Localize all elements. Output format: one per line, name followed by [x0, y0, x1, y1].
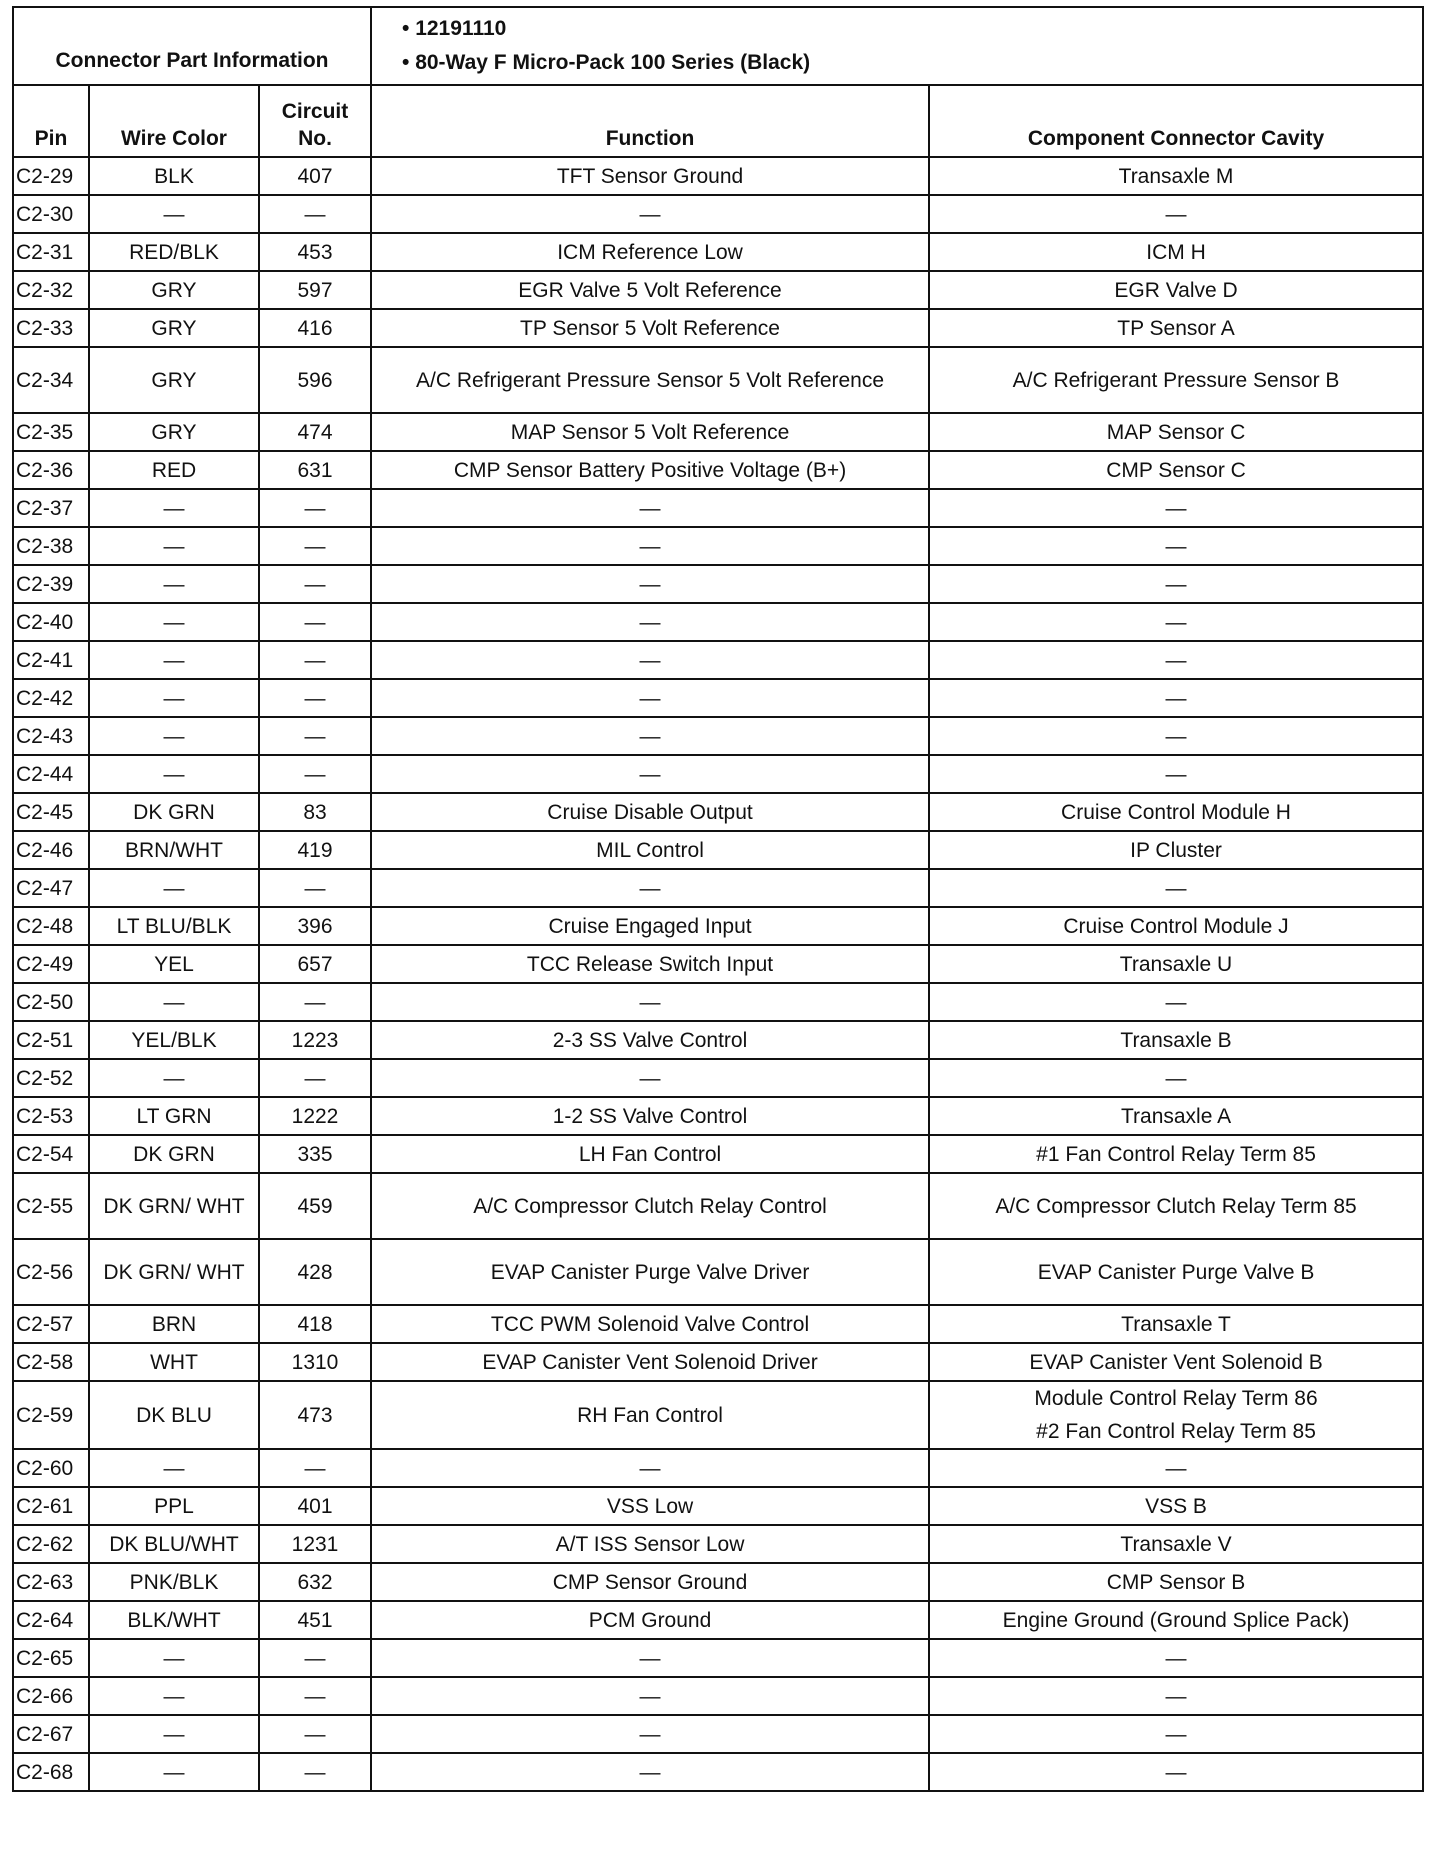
connector-description: • 80-Way F Micro-Pack 100 Series (Black) — [402, 51, 811, 74]
table-row — [13, 1059, 1423, 1097]
table-row — [13, 717, 1423, 755]
cavity-cell: EVAP Canister Vent Solenoid B — [929, 1343, 1423, 1381]
function-cell: TP Sensor 5 Volt Reference — [371, 309, 929, 347]
cavity-cell: TP Sensor A — [929, 309, 1423, 347]
pin-cell: C2-30 — [13, 195, 89, 233]
cavity-cell: — — [929, 717, 1423, 755]
circuit-no-cell: 335 — [259, 1135, 371, 1173]
table-row — [13, 1173, 1423, 1239]
wire-color-cell: YEL — [89, 945, 259, 983]
wire-color-cell: BLK/WHT — [89, 1601, 259, 1639]
pin-cell: C2-68 — [13, 1753, 89, 1791]
circuit-no-cell: — — [259, 1059, 371, 1097]
circuit-no-cell: 597 — [259, 271, 371, 309]
function-cell: MAP Sensor 5 Volt Reference — [371, 413, 929, 451]
wire-color-cell: — — [89, 1059, 259, 1097]
connector-pinout-table — [12, 6, 1424, 1792]
pin-cell: C2-56 — [13, 1239, 89, 1305]
pin-cell: C2-35 — [13, 413, 89, 451]
pin-cell: C2-39 — [13, 565, 89, 603]
wire-color-cell: BRN — [89, 1305, 259, 1343]
connector-info-label: Connector Part Information — [13, 7, 371, 85]
table-row — [13, 755, 1423, 793]
circuit-no-cell: 407 — [259, 157, 371, 195]
circuit-no-cell: 453 — [259, 233, 371, 271]
wire-color-cell: GRY — [89, 347, 259, 413]
cavity-cell: MAP Sensor C — [929, 413, 1423, 451]
table-row — [13, 1753, 1423, 1791]
function-cell: — — [371, 195, 929, 233]
pin-cell: C2-67 — [13, 1715, 89, 1753]
cavity-cell: Transaxle T — [929, 1305, 1423, 1343]
function-cell: — — [371, 641, 929, 679]
cavity-cell: — — [929, 1639, 1423, 1677]
circuit-no-cell: — — [259, 1753, 371, 1791]
circuit-no-cell: 419 — [259, 831, 371, 869]
function-cell: — — [371, 565, 929, 603]
cavity-cell: — — [929, 983, 1423, 1021]
pin-cell: C2-66 — [13, 1677, 89, 1715]
wire-color-cell: — — [89, 603, 259, 641]
function-cell: CMP Sensor Battery Positive Voltage (B+) — [371, 451, 929, 489]
wire-color-cell: DK GRN — [89, 1135, 259, 1173]
pin-cell: C2-46 — [13, 831, 89, 869]
cavity-cell: — — [929, 603, 1423, 641]
cavity-cell: CMP Sensor C — [929, 451, 1423, 489]
table-row — [13, 157, 1423, 195]
function-column-header: Function — [371, 85, 929, 157]
wire-color-cell: BRN/WHT — [89, 831, 259, 869]
cavity-cell: — — [929, 1715, 1423, 1753]
function-cell: Cruise Disable Output — [371, 793, 929, 831]
function-cell: — — [371, 527, 929, 565]
wire-color-cell: — — [89, 755, 259, 793]
cavity-cell: ICM H — [929, 233, 1423, 271]
pin-cell: C2-51 — [13, 1021, 89, 1059]
table-row — [13, 641, 1423, 679]
circuit-no-cell: — — [259, 489, 371, 527]
cavity-cell — [929, 1381, 1423, 1449]
circuit-no-cell: 1223 — [259, 1021, 371, 1059]
pin-cell: C2-40 — [13, 603, 89, 641]
table-row — [13, 679, 1423, 717]
function-cell: — — [371, 983, 929, 1021]
circuit-no-cell: — — [259, 1715, 371, 1753]
wire-color-cell: — — [89, 1677, 259, 1715]
circuit-no-cell: 631 — [259, 451, 371, 489]
wire-color-cell: DK GRN/ WHT — [89, 1173, 259, 1239]
table-row — [13, 309, 1423, 347]
table-row — [13, 1305, 1423, 1343]
wire-color-cell: WHT — [89, 1343, 259, 1381]
pin-cell: C2-55 — [13, 1173, 89, 1239]
circuit-no-cell: — — [259, 641, 371, 679]
function-cell: MIL Control — [371, 831, 929, 869]
wire-color-cell: GRY — [89, 309, 259, 347]
cavity-cell: Engine Ground (Ground Splice Pack) — [929, 1601, 1423, 1639]
pin-cell: C2-64 — [13, 1601, 89, 1639]
pin-cell: C2-36 — [13, 451, 89, 489]
table-row — [13, 565, 1423, 603]
table-row — [13, 1097, 1423, 1135]
connector-info-row — [13, 7, 1423, 85]
pin-cell: C2-43 — [13, 717, 89, 755]
pin-cell: C2-54 — [13, 1135, 89, 1173]
wire-color-cell: GRY — [89, 271, 259, 309]
function-cell: EVAP Canister Vent Solenoid Driver — [371, 1343, 929, 1381]
table-row — [13, 831, 1423, 869]
table-row — [13, 527, 1423, 565]
circuit-no-cell: 396 — [259, 907, 371, 945]
cavity-cell: — — [929, 641, 1423, 679]
pin-cell: C2-58 — [13, 1343, 89, 1381]
pin-cell: C2-38 — [13, 527, 89, 565]
function-cell: EGR Valve 5 Volt Reference — [371, 271, 929, 309]
circuit-no-cell: 459 — [259, 1173, 371, 1239]
circuit-no-cell: — — [259, 1449, 371, 1487]
wire-color-cell: — — [89, 195, 259, 233]
wire-color-cell: — — [89, 1639, 259, 1677]
function-cell: CMP Sensor Ground — [371, 1563, 929, 1601]
table-row — [13, 347, 1423, 413]
table-row — [13, 1563, 1423, 1601]
table-row — [13, 1343, 1423, 1381]
table-row — [13, 603, 1423, 641]
circuit-no-cell: 1310 — [259, 1343, 371, 1381]
cavity-cell: Transaxle V — [929, 1525, 1423, 1563]
wire-color-cell: — — [89, 489, 259, 527]
circuit-no-cell: 473 — [259, 1381, 371, 1449]
wire-color-cell: RED — [89, 451, 259, 489]
circuit-no-cell: — — [259, 1677, 371, 1715]
circuit-no-cell: 657 — [259, 945, 371, 983]
circuit-no-cell: 451 — [259, 1601, 371, 1639]
pin-cell: C2-60 — [13, 1449, 89, 1487]
cavity-cell: — — [929, 869, 1423, 907]
circuit-no-cell: — — [259, 983, 371, 1021]
wire-color-cell: — — [89, 527, 259, 565]
table-row — [13, 907, 1423, 945]
wire-color-cell: GRY — [89, 413, 259, 451]
function-cell: VSS Low — [371, 1487, 929, 1525]
pin-cell: C2-29 — [13, 157, 89, 195]
wire-color-cell: LT BLU/BLK — [89, 907, 259, 945]
wire-color-cell: DK BLU/WHT — [89, 1525, 259, 1563]
pin-cell: C2-49 — [13, 945, 89, 983]
pin-cell: C2-37 — [13, 489, 89, 527]
table-row — [13, 1239, 1423, 1305]
circuit-no-cell: 1222 — [259, 1097, 371, 1135]
cavity-cell: VSS B — [929, 1487, 1423, 1525]
table-row — [13, 451, 1423, 489]
cavity-cell: Transaxle U — [929, 945, 1423, 983]
cavity-cell: IP Cluster — [929, 831, 1423, 869]
pin-cell: C2-44 — [13, 755, 89, 793]
wire-color-cell: DK GRN — [89, 793, 259, 831]
function-cell: 2-3 SS Valve Control — [371, 1021, 929, 1059]
cavity-cell: A/C Refrigerant Pressure Sensor B — [929, 347, 1423, 413]
table-row — [13, 195, 1423, 233]
function-cell: — — [371, 603, 929, 641]
cavity-cell: Transaxle M — [929, 157, 1423, 195]
wire-color-cell: — — [89, 983, 259, 1021]
pin-cell: C2-41 — [13, 641, 89, 679]
function-cell: — — [371, 1449, 929, 1487]
table-row — [13, 1677, 1423, 1715]
circuit-no-cell: — — [259, 195, 371, 233]
pin-cell: C2-31 — [13, 233, 89, 271]
cavity-cell: Transaxle A — [929, 1097, 1423, 1135]
wire-color-cell: — — [89, 641, 259, 679]
circuit-no-cell: — — [259, 717, 371, 755]
cavity-line: Module Control Relay Term 86 — [1034, 1387, 1318, 1410]
wire-color-column-header: Wire Color — [89, 85, 259, 157]
cavity-line: #2 Fan Control Relay Term 85 — [1036, 1420, 1316, 1443]
function-cell: RH Fan Control — [371, 1381, 929, 1449]
function-cell: — — [371, 869, 929, 907]
cavity-cell: #1 Fan Control Relay Term 85 — [929, 1135, 1423, 1173]
wire-color-cell: PNK/BLK — [89, 1563, 259, 1601]
table-row — [13, 793, 1423, 831]
wire-color-cell: PPL — [89, 1487, 259, 1525]
table-row — [13, 413, 1423, 451]
cavity-cell: Transaxle B — [929, 1021, 1423, 1059]
wire-color-cell: — — [89, 565, 259, 603]
cavity-cell: CMP Sensor B — [929, 1563, 1423, 1601]
function-cell: TCC PWM Solenoid Valve Control — [371, 1305, 929, 1343]
function-cell: — — [371, 1059, 929, 1097]
wire-color-cell: YEL/BLK — [89, 1021, 259, 1059]
circuit-no-cell: 474 — [259, 413, 371, 451]
cavity-cell: — — [929, 195, 1423, 233]
table-row — [13, 869, 1423, 907]
function-cell: — — [371, 489, 929, 527]
pin-cell: C2-50 — [13, 983, 89, 1021]
cavity-cell: EGR Valve D — [929, 271, 1423, 309]
cavity-cell: — — [929, 1449, 1423, 1487]
function-cell: — — [371, 1677, 929, 1715]
cavity-cell: — — [929, 755, 1423, 793]
pin-cell: C2-48 — [13, 907, 89, 945]
cavity-cell: — — [929, 565, 1423, 603]
wire-color-cell: DK GRN/ WHT — [89, 1239, 259, 1305]
table-row — [13, 233, 1423, 271]
circuit-no-cell: 418 — [259, 1305, 371, 1343]
cavity-cell: — — [929, 527, 1423, 565]
cavity-cell: A/C Compressor Clutch Relay Term 85 — [929, 1173, 1423, 1239]
connector-part-number: • 12191110 — [402, 17, 507, 40]
wire-color-cell: — — [89, 717, 259, 755]
table-row — [13, 1021, 1423, 1059]
wire-color-cell: DK BLU — [89, 1381, 259, 1449]
pin-cell: C2-52 — [13, 1059, 89, 1097]
table-row — [13, 1381, 1423, 1449]
cavity-cell: — — [929, 489, 1423, 527]
wire-color-cell: — — [89, 1715, 259, 1753]
cavity-cell: Cruise Control Module H — [929, 793, 1423, 831]
function-cell: Cruise Engaged Input — [371, 907, 929, 945]
pin-cell: C2-34 — [13, 347, 89, 413]
function-cell: TCC Release Switch Input — [371, 945, 929, 983]
cavity-cell: EVAP Canister Purge Valve B — [929, 1239, 1423, 1305]
function-cell: — — [371, 679, 929, 717]
circuit-no-cell: — — [259, 679, 371, 717]
circuit-no-column-header: Circuit No. — [259, 85, 371, 157]
function-cell: LH Fan Control — [371, 1135, 929, 1173]
table-row — [13, 1487, 1423, 1525]
pin-column-header: Pin — [13, 85, 89, 157]
function-cell: — — [371, 1715, 929, 1753]
pin-cell: C2-57 — [13, 1305, 89, 1343]
pin-cell: C2-59 — [13, 1381, 89, 1449]
cavity-cell: — — [929, 1677, 1423, 1715]
circuit-no-cell: — — [259, 527, 371, 565]
circuit-no-cell: 401 — [259, 1487, 371, 1525]
function-cell: EVAP Canister Purge Valve Driver — [371, 1239, 929, 1305]
cavity-cell: — — [929, 679, 1423, 717]
function-cell: PCM Ground — [371, 1601, 929, 1639]
function-cell: A/C Refrigerant Pressure Sensor 5 Volt Reference — [371, 347, 929, 413]
column-header-row — [13, 85, 1423, 157]
table-row — [13, 489, 1423, 527]
circuit-no-cell: 428 — [259, 1239, 371, 1305]
pin-cell: C2-53 — [13, 1097, 89, 1135]
wire-color-cell: BLK — [89, 157, 259, 195]
pin-cell: C2-61 — [13, 1487, 89, 1525]
wire-color-cell: — — [89, 679, 259, 717]
wire-color-cell: LT GRN — [89, 1097, 259, 1135]
circuit-no-cell: — — [259, 869, 371, 907]
pin-cell: C2-45 — [13, 793, 89, 831]
table-row — [13, 1715, 1423, 1753]
function-cell: — — [371, 717, 929, 755]
table-row — [13, 945, 1423, 983]
circuit-no-cell: 416 — [259, 309, 371, 347]
wire-color-cell: — — [89, 1449, 259, 1487]
circuit-no-cell: 632 — [259, 1563, 371, 1601]
cavity-column-header: Component Connector Cavity — [929, 85, 1423, 157]
circuit-no-cell: — — [259, 603, 371, 641]
table-row — [13, 1639, 1423, 1677]
cavity-cell: — — [929, 1753, 1423, 1791]
table-row — [13, 1135, 1423, 1173]
table-row — [13, 983, 1423, 1021]
circuit-no-cell: 83 — [259, 793, 371, 831]
wire-color-cell: — — [89, 1753, 259, 1791]
pin-cell: C2-47 — [13, 869, 89, 907]
table-row — [13, 271, 1423, 309]
pin-cell: C2-63 — [13, 1563, 89, 1601]
pin-cell: C2-33 — [13, 309, 89, 347]
circuit-no-cell: — — [259, 1639, 371, 1677]
function-cell: — — [371, 1639, 929, 1677]
function-cell: ICM Reference Low — [371, 233, 929, 271]
pin-cell: C2-62 — [13, 1525, 89, 1563]
function-cell: — — [371, 755, 929, 793]
function-cell: TFT Sensor Ground — [371, 157, 929, 195]
wire-color-cell: RED/BLK — [89, 233, 259, 271]
pinout-rows — [13, 157, 1423, 1791]
function-cell: A/T ISS Sensor Low — [371, 1525, 929, 1563]
function-cell: A/C Compressor Clutch Relay Control — [371, 1173, 929, 1239]
cavity-cell: — — [929, 1059, 1423, 1097]
function-cell: 1-2 SS Valve Control — [371, 1097, 929, 1135]
pin-cell: C2-65 — [13, 1639, 89, 1677]
circuit-no-cell: — — [259, 565, 371, 603]
connector-info-details — [371, 7, 1423, 85]
table-row — [13, 1525, 1423, 1563]
function-cell: — — [371, 1753, 929, 1791]
cavity-cell: Cruise Control Module J — [929, 907, 1423, 945]
wire-color-cell: — — [89, 869, 259, 907]
circuit-no-cell: — — [259, 755, 371, 793]
circuit-no-cell: 1231 — [259, 1525, 371, 1563]
pin-cell: C2-32 — [13, 271, 89, 309]
circuit-no-cell: 596 — [259, 347, 371, 413]
table-row — [13, 1601, 1423, 1639]
table-row — [13, 1449, 1423, 1487]
pin-cell: C2-42 — [13, 679, 89, 717]
